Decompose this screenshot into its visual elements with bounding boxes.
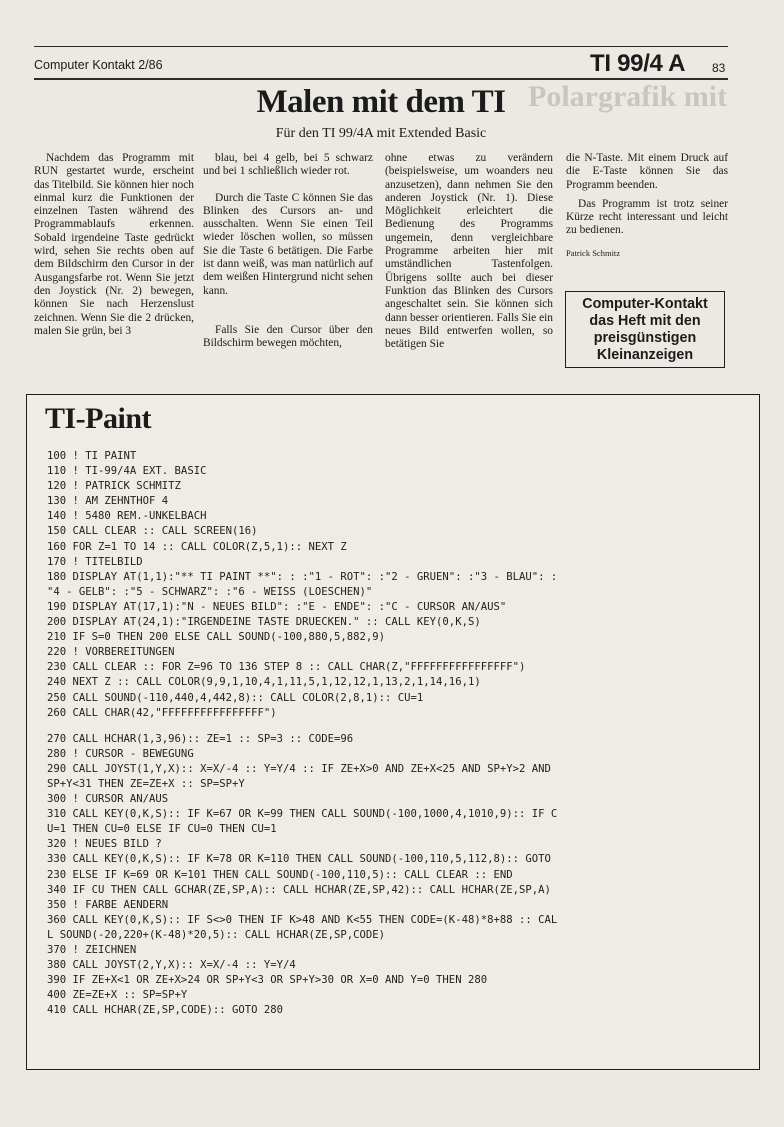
listing-title: TI-Paint	[45, 402, 152, 435]
code-line: 300 ! CURSOR AN/AUS	[47, 793, 169, 806]
code-line: 270 CALL HCHAR(1,3,96):: ZE=1 :: SP=3 :: CODE=96	[47, 732, 354, 745]
code-line: L SOUND(-20,220+(K-48)*20,5):: CALL HCHAR(ZE,SP,CODE)	[47, 928, 386, 941]
code-line: 380 CALL JOYST(2,Y,X):: X=X/-4 :: Y=Y/4	[47, 959, 296, 972]
code-line: 290 CALL JOYST(1,Y,X):: X=X/-4 :: Y=Y/4 :: IF ZE+X>0 AND ZE+X<25 AND SP+Y>2 AND	[47, 762, 551, 775]
bleed-through-text: Polargrafik mit	[528, 80, 728, 113]
code-line: 160 FOR Z=1 TO 14 :: CALL COLOR(Z,5,1):: NEXT Z	[47, 540, 347, 553]
code-line: 370 ! ZEICHNEN	[47, 944, 137, 956]
code-line: 140 ! 5480 REM.-UNKELBACH	[47, 510, 207, 523]
paragraph: die N-Taste. Mit einem Druck auf die E-Taste können Sie das Programm beenden.	[566, 152, 728, 191]
code-line: 330 CALL KEY(0,K,S):: IF K=78 OR K=110 THEN CALL SOUND(-100,110,5,112,8):: GOTO	[47, 853, 551, 866]
code-line: 250 CALL SOUND(-110,440,4,442,8):: CALL COLOR(2,8,1):: CU=1	[47, 691, 424, 704]
text-column-1	[34, 152, 194, 338]
page-number: 83	[712, 61, 726, 75]
paragraph: Das Programm ist trotz seiner Kürze recht interessant und leicht zu bedienen.	[566, 197, 728, 237]
paragraph: Nachdem das Programm mit RUN gestartet wurde, erscheint das Titelbild. Sie können hier noch einmal kurz die Funktionen der einzelnen Tasten während des Programmablaufs erkennen. Sobald irgendeine Taste gedrückt wird, sehen Sie rechts oben auf dem Bildschirm den Cursor in der Ausgangsfarbe rot. Wenn Sie jetzt den Joystick (Nr. 2) bewegen, können Sie nach Herzenslust zeichnen. Wenn Sie die 2 drücken, malen Sie grün, bei 3	[34, 152, 194, 337]
paragraph: Falls Sie den Cursor über den Bildschirm bewegen möchten,	[203, 323, 373, 350]
code-line: U=1 THEN CU=0 ELSE IF CU=0 THEN CU=1	[47, 823, 277, 836]
text-column-3	[385, 152, 553, 351]
ad-line: preisgünstigen	[593, 329, 697, 346]
header-rule-bottom	[34, 78, 728, 80]
author-name: Patrick Schmitz	[566, 247, 621, 258]
article-subtitle: Für den TI 99/4A mit Extended Basic	[275, 126, 487, 141]
code-line: 390 IF ZE+X<1 OR ZE+X>24 OR SP+Y<3 OR SP+Y>30 OR X=0 AND Y=0 THEN 280	[47, 974, 488, 987]
code-line: 360 CALL KEY(0,K,S):: IF S<>0 THEN IF K>48 AND K<55 THEN CODE=(K-48)*8+88 :: CAL	[47, 913, 558, 926]
code-line: 110 ! TI-99/4A EXT. BASIC	[47, 465, 207, 478]
code-line: 220 ! VORBEREITUNGEN	[47, 646, 175, 659]
code-line: 200 DISPLAY AT(24,1):"IRGENDEINE TASTE DRUECKEN." :: CALL KEY(0,K,S)	[47, 616, 481, 629]
paragraph: Durch die Taste C können Sie das Blinken des Cursors an- und ausschalten. Wenn Sie einen Teil wieder löschen wollen, so müssen Sie die Taste 6 betätigen. Die Farbe ist dann weiß, was man natürlich auf dem weißen Hintergrund nicht sehen kann.	[203, 191, 373, 297]
paragraph: ohne etwas zu verändern (beispielsweise, um woanders neu anzusetzen), dann nehmen Sie den anderen Joystick (Nr. 1). Diese Möglichkeit erleichtert die Bedienung des Programms ungemein, denn vergleichbare Programme arbeiten hier mit umständlichen Tastenfolgen. Übrigens sollte auch bei dieser Funktion das Blinken des Cursors angeschaltet sein. Sie können sich dann besser orientieren. Falls Sie ein neues Bild entwerfen wollen, so betätigen Sie	[385, 152, 553, 351]
header-rule-top	[34, 46, 728, 47]
ad-line: Computer-Kontakt	[582, 295, 708, 312]
magazine-name: Computer Kontakt 2/86	[34, 58, 163, 72]
code-line: "4 - GELB": :"5 - SCHWARZ": :"6 - WEISS (LOESCHEN)"	[47, 585, 373, 598]
code-line: 340 IF CU THEN CALL GCHAR(ZE,SP,A):: CALL HCHAR(ZE,SP,42):: CALL HCHAR(ZE,SP,A)	[47, 883, 551, 896]
section-title: TI 99/4 A	[590, 50, 686, 77]
code-line: 410 CALL HCHAR(ZE,SP,CODE):: GOTO 280	[47, 1004, 283, 1017]
paragraph: blau, bei 4 gelb, bei 5 schwarz und bei 1 schließlich wieder rot.	[203, 152, 373, 178]
text-column-2	[203, 152, 373, 351]
code-line: 120 ! PATRICK SCHMITZ	[47, 480, 181, 493]
advertisement-box	[565, 291, 725, 368]
ad-text	[582, 296, 708, 364]
code-line: 310 CALL KEY(0,K,S):: IF K=67 OR K=99 THEN CALL SOUND(-100,1000,4,1010,9):: IF C	[47, 808, 558, 821]
code-line: 260 CALL CHAR(42,"FFFFFFFFFFFFFFFF")	[47, 706, 277, 719]
code-line: 210 IF S=0 THEN 200 ELSE CALL SOUND(-100,880,5,882,9)	[47, 631, 386, 644]
code-line: 130 ! AM ZEHNTHOF 4	[47, 495, 169, 508]
code-line: 320 ! NEUES BILD ?	[47, 838, 162, 851]
text-column-4	[566, 152, 728, 260]
ad-line: das Heft mit den	[589, 312, 701, 329]
code-line: 150 CALL CLEAR :: CALL SCREEN(16)	[47, 525, 258, 538]
code-line: 350 ! FARBE AENDERN	[47, 898, 169, 911]
code-line: 190 DISPLAY AT(17,1):"N - NEUES BILD": :"E - ENDE": :"C - CURSOR AN/AUS"	[47, 600, 507, 613]
code-line: 400 ZE=ZE+X :: SP=SP+Y	[47, 989, 188, 1002]
article-title: Malen mit dem TI	[256, 84, 506, 120]
code-line: 180 DISPLAY AT(1,1):"** TI PAINT **": : :"1 - ROT": :"2 - GRUEN": :"3 - BLAU": :	[47, 570, 558, 583]
code-line: 240 NEXT Z :: CALL COLOR(9,9,1,10,4,1,11,5,1,12,12,1,13,2,1,14,16,1)	[47, 676, 481, 689]
code-line: 100 ! TI PAINT	[47, 450, 137, 462]
code-line: 170 ! TITELBILD	[47, 555, 143, 568]
ad-line: Kleinanzeigen	[596, 346, 694, 363]
program-listing-box	[26, 394, 760, 1070]
code-line: 280 ! CURSOR - BEWEGUNG	[47, 747, 194, 760]
code-line: SP+Y<31 THEN ZE=ZE+X :: SP=SP+Y	[47, 777, 245, 790]
code-line: 230 ELSE IF K=69 OR K=101 THEN CALL SOUND(-100,110,5):: CALL CLEAR :: END	[47, 868, 513, 881]
code-listing	[47, 449, 747, 1018]
code-line: 230 CALL CLEAR :: FOR Z=96 TO 136 STEP 8 :: CALL CHAR(Z,"FFFFFFFFFFFFFFFF")	[47, 661, 526, 674]
